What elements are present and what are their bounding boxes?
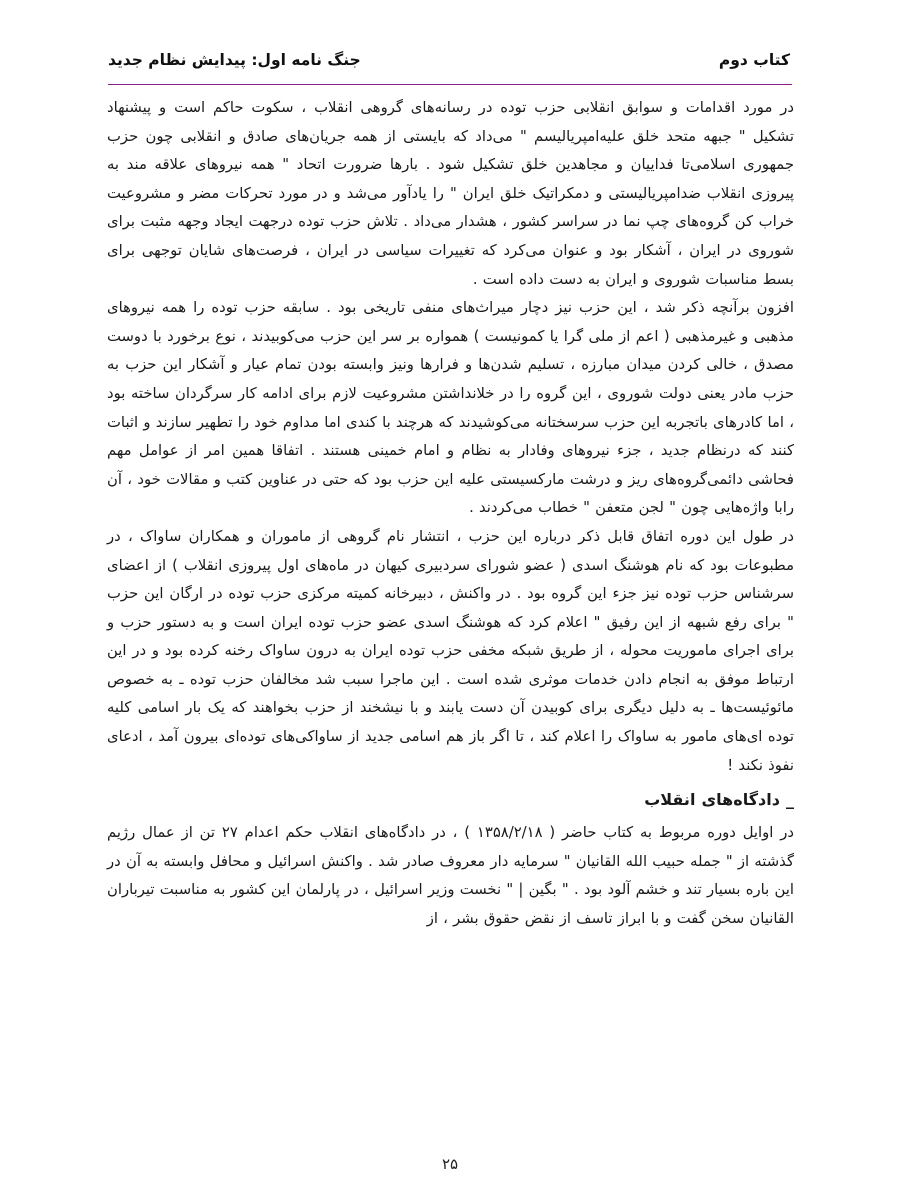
section-paragraph: در اوایل دوره مربوط به کتاب حاضر ( ۱۳۵۸/۲/۱۸ ) ، در دادگاه‌های انقلاب حکم اعدام ۲۷ تن از عمال رژیم گذشته از " جمله حبیب الله القانیان " سرمایه دار معروف صادر شد . واکنش اسرائیل و محافل وابسته به آن در این باره بسیار تند و خشم آلود بود . " بگین | " نخست وزیر اسرائیل ، در پارلمان این کشور به مناسبت تیرباران القانیان سخن گفت و با ابراز تاسف از نقض حقوق بشر ، از: [107, 824, 794, 928]
paragraph-2: افزون برآنچه ذکر شد ، این حزب نیز دچار میراث‌های منفی تاریخی بود . سابقه حزب توده را همه نیروهای مذهبی و غیرمذهبی ( اعم از ملی گرا یا کمونیست ) همواره بر سر این حزب می‌کوبیدند ، نوع برخورد با دوست مصدق ، خالی کردن میدان مبارزه ، تسلیم شدن‌ها و فرارها ونیز وابسته بودن تمام عیار و آشکار این حزب به حزب مادر یعنی دولت شوروی ، این گروه را در خلانداشتن مشروعیت لازم برای ادامه کار سرگردان ساخته بود ، اما کادرهای باتجربه این حزب سرسختانه می‌کوشیدند که هرچند با کندی اما مداوم خود را تطهیر سازند و اثبات کنند که درنظام جدید ، جزء نیروهای وفادار به نظام و امام خمینی هستند . اتفاقا همین امر از عوامل مهم فحاشی دائمی‌گروه‌های ریز و درشت مارکسیستی علیه این حزب بود که حتی در عناوین کتب و مقالات خود ، آن رابا واژه‌هایی چون " لجن متعفن " خطاب می‌کردند .: [107, 299, 794, 517]
page-number: ۲۵: [441, 1155, 459, 1173]
chapter-title: جنگ نامه اول: پیدایش نظام جدید: [108, 51, 361, 69]
book-title: کتاب دوم: [718, 51, 790, 69]
running-header: [108, 40, 790, 80]
section-heading: _ دادگاه‌های انقلاب: [644, 790, 794, 810]
paragraph-1: در مورد اقدامات و سوابق انقلابی حزب توده در رسانه‌های گروهی انقلاب ، سکوت حاکم است و پیشنهاد تشکیل " جبهه متحد خلق علیه‌امپریالیسم " می‌داد که بایستی از همه جریان‌های صادق و انقلابی چون حزب جمهوری اسلامی‌تا فداییان و مجاهدین خلق تشکیل شود . بارها ضرورت اتحاد " همه نیروهای علاقه مند به پیروزی انقلاب ضدامپریالیستی و دمکراتیک خلق ایران " را یادآور می‌شد و در مورد تحرکات مضر و مشروعیت خراب کن گروه‌های چپ نما در سراسر کشور ، هشدار می‌داد . تلاش حزب توده درجهت ایجاد وجهه مثبت برای شوروی در ایران ، آشکار بود و عنوان می‌کرد که تغییرات سیاسی در ایران ، فرصت‌های شایان توجهی برای بسط مناسبات شوروی و ایران به دست داده است .: [107, 99, 794, 288]
body-text: [107, 94, 794, 934]
header-divider: [108, 84, 792, 85]
paragraph-3: در طول این دوره اتفاق قابل ذکر درباره این حزب ، انتشار نام گروهی از ماموران و همکاران ساواک ، در مطبوعات بود که نام هوشنگ اسدی ( عضو شورای سردبیری کیهان در ماه‌های اول پیروزی انقلاب ) از اعضای سرشناس حزب توده نیز جزء این گروه بود . در واکنش ، دبیرخانه کمیته مرکزی حزب توده در ارگان این حزب " برای رفع شبهه از این رفیق " اعلام کرد که هوشنگ اسدی عضو حزب توده ایران است و به دستور حزب و برای اجرای ماموریت محوله ، از طریق شبکه مخفی حزب توده ایران به درون ساواک رخنه کرده بود و در این ارتباط موفق به انجام دادن خدمات موثری شده است . این ماجرا سبب شد مخالفان حزب توده ـ به خصوص مائوئیست‌ها ـ به دلیل دیگری برای کوبیدن آن دست یابند و با نیشخند از حزب بخواهند که یک بار اسامی کلیه توده ای‌های مامور به ساواک را اعلام کند ، تا اگر باز هم اسامی جدید از ساواکی‌های توده‌ای بیرون آمد ، ادعای نفوذ نکند !: [107, 527, 794, 774]
